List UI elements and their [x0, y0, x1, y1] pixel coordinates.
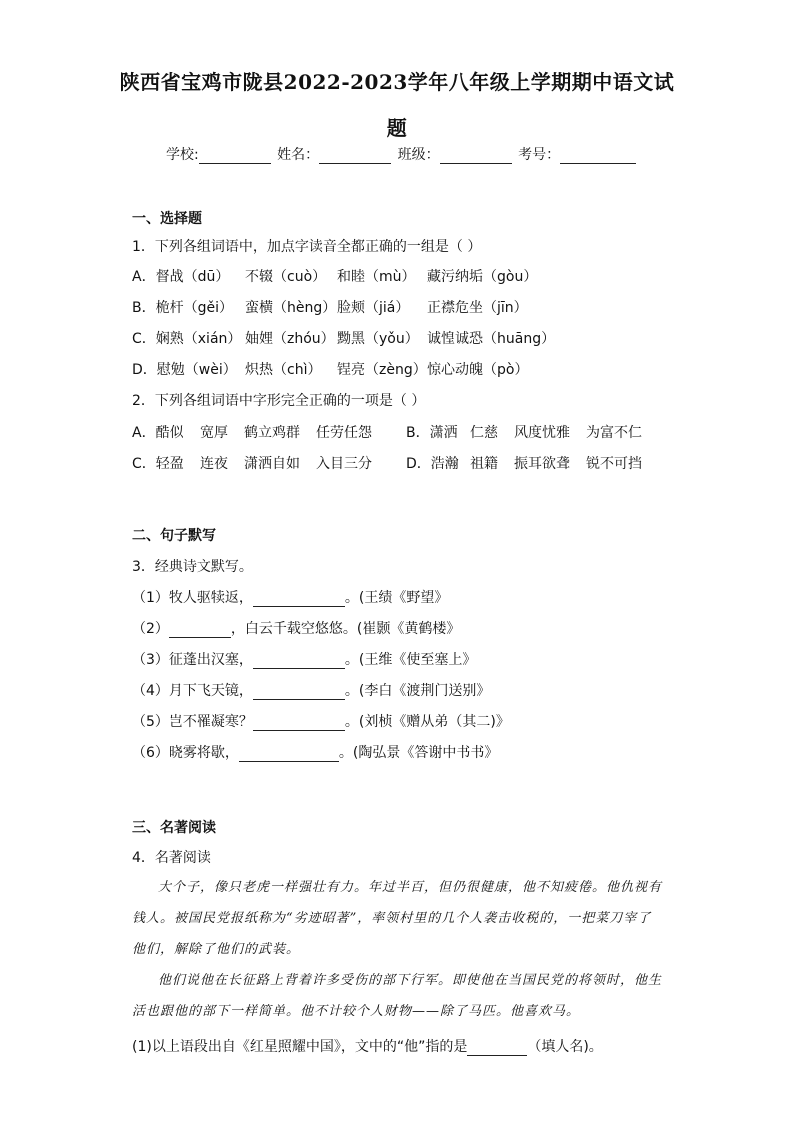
recitation-item-2: （2） ，白云千载空悠悠。(崔颢《黄鹤楼》: [132, 621, 461, 637]
question-2-options-ab[interactable]: A．酷似 宽厚 鹤立鸡群 任劳任怨 B．潇洒 仁慈 风度忧雅 为富不仁: [132, 425, 642, 441]
class-label: 班级：: [397, 147, 440, 163]
class-blank[interactable]: [440, 149, 512, 164]
exam-title-continued: 题: [386, 116, 408, 140]
student-info-line: [166, 144, 638, 164]
answer-blank[interactable]: [253, 654, 345, 669]
question-3-stem: 3．经典诗文默写。: [132, 559, 253, 575]
recitation-item-5: （5）岂不罹凝寒？ 。(刘桢《赠从弟（其二)》: [132, 714, 510, 730]
answer-blank[interactable]: [467, 1041, 527, 1056]
answer-blank[interactable]: [239, 747, 339, 762]
name-label: 姓名：: [277, 147, 320, 163]
answer-blank[interactable]: [169, 623, 231, 638]
question-1-stem: 1．下列各组词语中，加点字读音全都正确的一组是（ ）: [132, 239, 482, 255]
question-1-option-c[interactable]: C．娴熟（xián） 妯娌（zhóu） 黝黑（yǒu） 诚惶诚恐（huāng）: [132, 331, 556, 347]
recitation-item-1: （1）牧人驱犊返， 。(王绩《野望》: [132, 590, 449, 606]
answer-blank[interactable]: [253, 685, 345, 700]
number-blank[interactable]: [560, 149, 636, 164]
question-2-stem: 2．下列各组词语中字形完全正确的一项是（ ）: [132, 393, 426, 409]
passage-paragraph-1: 大个子，像只老虎一样强壮有力。年过半百，但仍很健康，他不知疲倦。他仇视有钱人。被国民党报纸称为“劣迹昭著”，率领村里的几个人袭击收税的，一把菜刀宰了他们，解除了他们的武装。: [132, 880, 663, 957]
recitation-item-6: （6）晓雾将歇， 。(陶弘景《答谢中书书》: [132, 745, 499, 761]
question-4-stem: 4．名著阅读: [132, 850, 211, 866]
answer-blank[interactable]: [253, 716, 345, 731]
exam-title: 陕西省宝鸡市陇县2022-2023学年八年级上学期期中语文试: [119, 70, 675, 94]
reading-passage: [132, 872, 662, 1027]
number-label: 考号：: [518, 147, 561, 163]
question-1-option-b[interactable]: B．桅杆（gěi） 蛮横（hèng）脸颊（jiá） 正襟危坐（jīn）: [132, 300, 528, 316]
question-2-options-cd[interactable]: C．轻盈 连夜 潇洒自如 入目三分 D．浩瀚 祖籍 振耳欲聋 锐不可挡: [132, 456, 642, 472]
answer-blank[interactable]: [253, 592, 345, 607]
question-4-sub-1: (1)以上语段出自《红星照耀中国》，文中的“他”指的是 （填人名)。: [132, 1039, 603, 1055]
school-blank[interactable]: [199, 149, 271, 164]
section-heading-recitation: 二、句子默写: [132, 528, 216, 544]
recitation-item-3: （3）征蓬出汉塞， 。(王维《使至塞上》: [132, 652, 477, 668]
section-heading-choice: 一、选择题: [132, 211, 202, 227]
passage-paragraph-2: 他们说他在长征路上背着许多受伤的部下行军。即使他在当国民党的将领时，他生活也跟他的部下一样简单。他不计较个人财物——除了马匹。他喜欢马。: [132, 973, 663, 1019]
name-blank[interactable]: [319, 149, 391, 164]
question-1-option-a[interactable]: A．督战（dū） 不辍（cuò） 和睦（mù） 藏污纳垢（gòu）: [132, 269, 538, 285]
recitation-item-4: （4）月下飞天镜， 。(李白《渡荆门送别》: [132, 683, 491, 699]
section-heading-classics-reading: 三、名著阅读: [132, 820, 216, 836]
question-1-option-d[interactable]: D．慰勉（wèi） 炽热（chì） 锃亮（zèng）惊心动魄（pò）: [132, 362, 529, 378]
school-label: 学校:: [166, 147, 199, 163]
